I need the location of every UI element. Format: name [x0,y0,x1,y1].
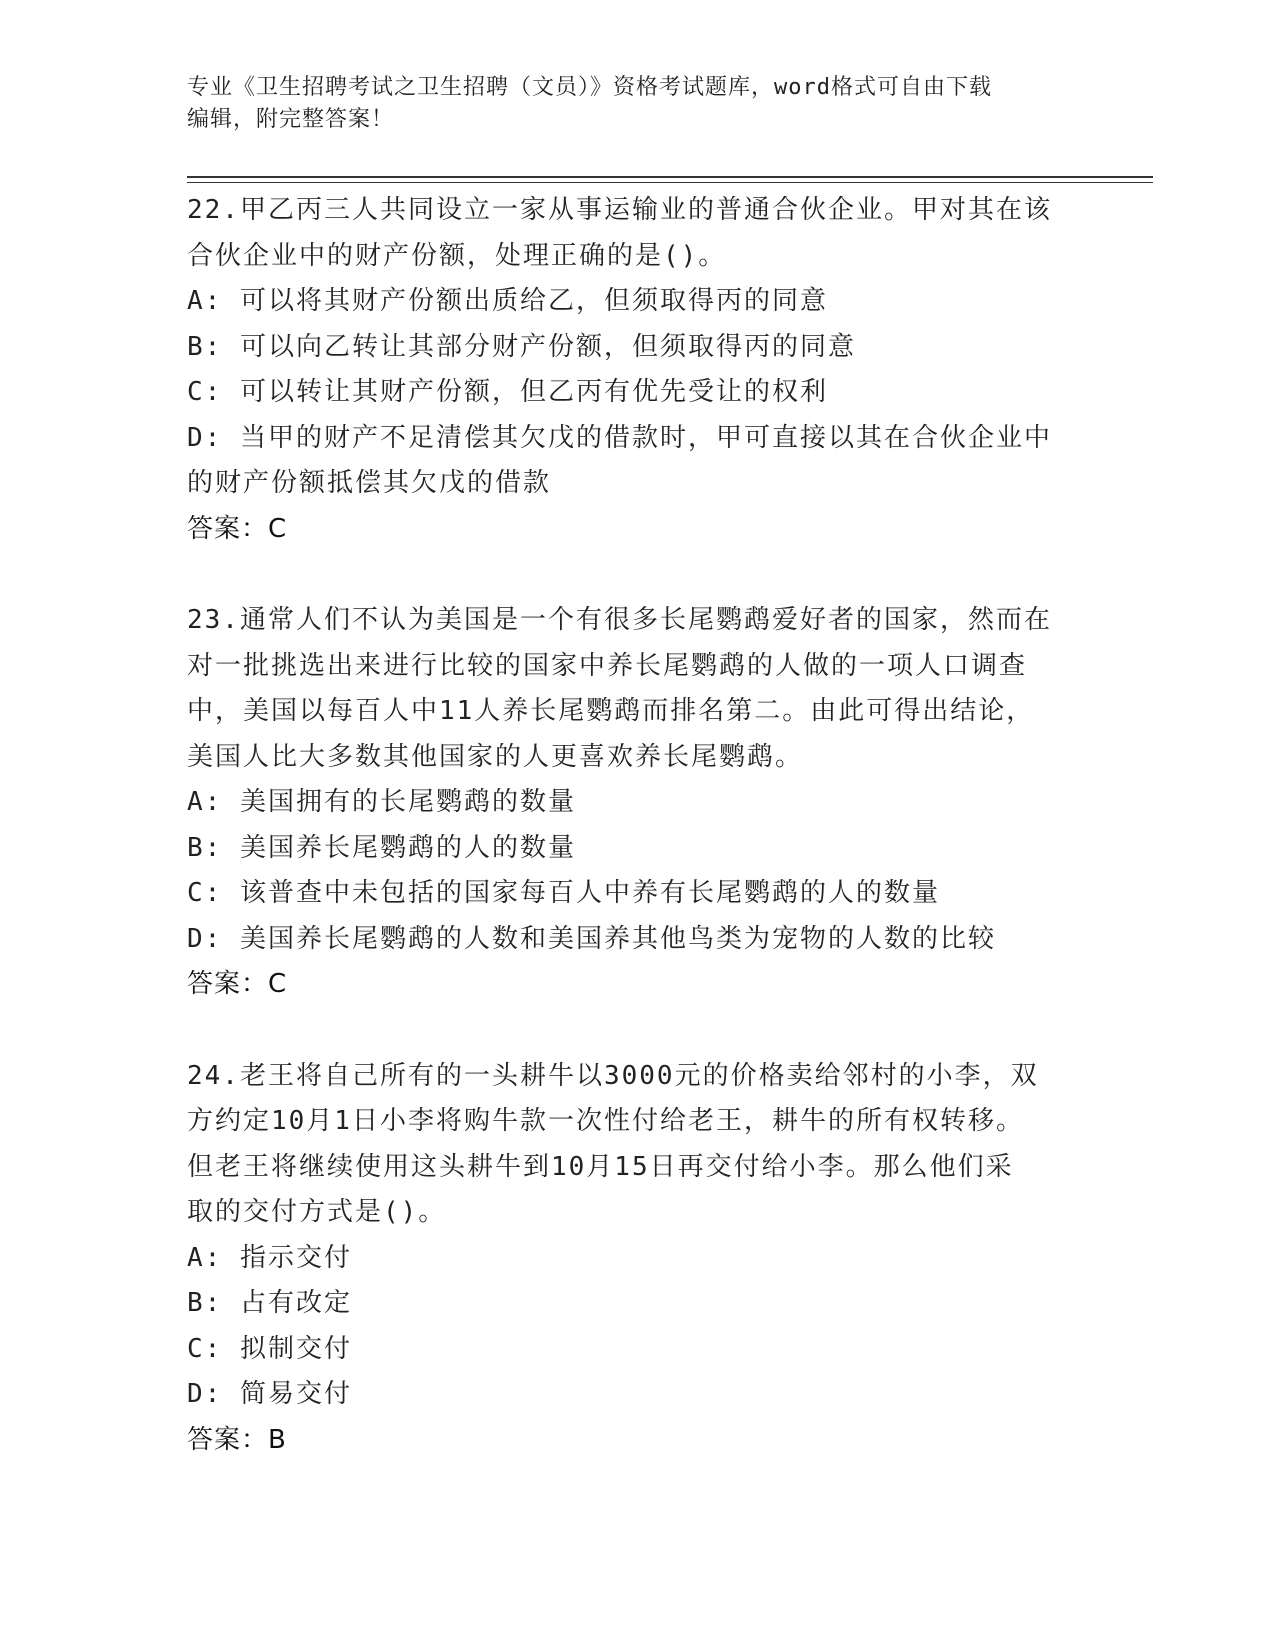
option-d: D: 简易交付 [187,1379,352,1409]
option-c: C: 可以转让其财产份额，但乙丙有优先受让的权利 [187,377,828,407]
question-22 [187,188,1087,552]
question-stem-line: 对一批挑选出来进行比较的国家中养长尾鹦鹉的人做的一项人口调查 [187,650,1028,681]
header-line-1: 专业《卫生招聘考试之卫生招聘（文员）》资格考试题库，word格式可自由下载 [187,75,992,100]
option-c: C: 拟制交付 [187,1333,352,1364]
question-list [187,188,1087,1509]
question-stem-line: 中，美国以每百人中11人养长尾鹦鹉而排名第二。由此可得出结论， [187,696,1035,726]
answer: 答案：B [187,1424,287,1455]
question-stem-line: 24.老王将自己所有的一头耕牛以3000元的价格卖给邻村的小李，双 [187,1060,1039,1091]
question-24 [187,1054,1087,1464]
header-divider-thick [187,176,1153,178]
question-stem-line: 23.通常人们不认为美国是一个有很多长尾鹦鹉爱好者的国家，然而在 [187,605,1052,635]
answer: 答案：C [187,513,288,544]
question-stem-line: 合伙企业中的财产份额，处理正确的是()。 [187,240,727,271]
question-stem-line: 22.甲乙丙三人共同设立一家从事运输业的普通合伙企业。甲对其在该 [187,195,1052,225]
header-line-2: 编辑，附完整答案！ [187,107,395,132]
question-stem-line: 但老王将继续使用这头耕牛到10月15日再交付给小李。那么他们采 [187,1151,1014,1182]
question-stem-line: 方约定10月1日小李将购牛款一次性付给老王，耕牛的所有权转移。 [187,1106,1024,1136]
option-a: A: 美国拥有的长尾鹦鹉的数量 [187,787,576,817]
option-d: D: 美国养长尾鹦鹉的人数和美国养其他鸟类为宠物的人数的比较 [187,923,996,954]
question-stem-line: 美国人比大多数其他国家的人更喜欢养长尾鹦鹉。 [187,741,804,772]
option-d-continued: 的财产份额抵偿其欠戊的借款 [187,468,552,498]
document-header [187,72,1087,136]
option-d: D: 当甲的财产不足清偿其欠戊的借款时，甲可直接以其在合伙企业中 [187,422,1052,453]
option-b: B: 占有改定 [187,1288,352,1318]
question-23 [187,598,1087,1008]
option-c: C: 该普查中未包括的国家每百人中养有长尾鹦鹉的人的数量 [187,878,940,908]
answer: 答案：C [187,969,288,999]
option-a: A: 指示交付 [187,1242,352,1273]
header-divider-thin [187,182,1153,183]
option-a: A: 可以将其财产份额出质给乙，但须取得丙的同意 [187,286,828,316]
question-stem-line: 取的交付方式是()。 [187,1197,447,1227]
option-b: B: 美国养长尾鹦鹉的人的数量 [187,832,576,863]
option-b: B: 可以向乙转让其部分财产份额，但须取得丙的同意 [187,331,856,362]
